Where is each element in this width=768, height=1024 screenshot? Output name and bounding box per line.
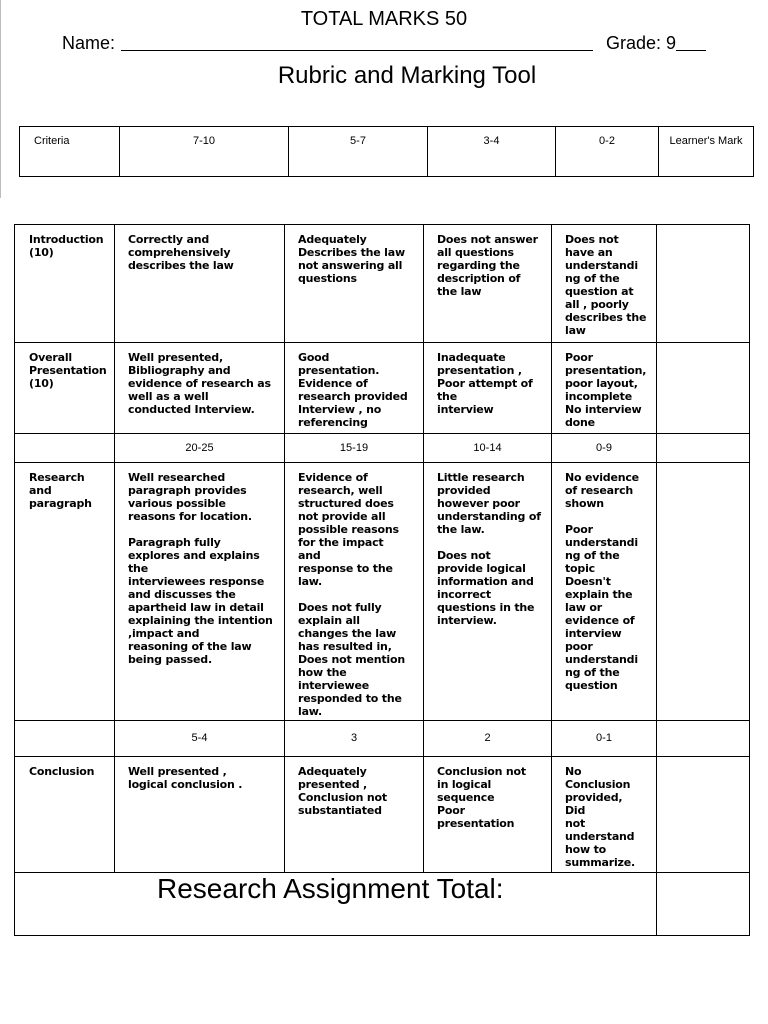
research-band-2-range: 15-19: [285, 434, 424, 463]
introduction-band-3: Does not answer all questions regarding the description of the law: [437, 233, 538, 298]
header-band-4: 0-2: [556, 127, 659, 177]
header-band-3: 3-4: [428, 127, 556, 177]
row-conclusion: [15, 757, 750, 873]
header-band-1: 7-10: [120, 127, 289, 177]
page-title: Rubric and Marking Tool: [277, 62, 537, 89]
presentation-band-1: Well presented, Bibliography and evidence of research as well as a well conducted Interview.: [128, 351, 271, 416]
conclusion-band-3: Conclusion not in logical sequence Poor presentation: [437, 765, 526, 830]
band-blank: [15, 721, 115, 757]
grade-blank[interactable]: [676, 34, 706, 51]
criterion-research: Research and paragraph: [29, 471, 92, 510]
header-criteria: Criteria: [20, 127, 120, 177]
research-band-4: No evidence of research shown Poor understandi ng of the topic Doesn't explain the law or evidence of interview poor understandi ng of the question: [565, 471, 639, 692]
total-marks: TOTAL MARKS 50: [300, 8, 468, 30]
band-blank: [657, 434, 750, 463]
criterion-conclusion: Conclusion: [29, 765, 95, 778]
rubric-table: [14, 224, 750, 936]
conclusion-band-2-range: 3: [285, 721, 424, 757]
presentation-band-2: Good presentation. Evidence of research provided Interview , no referencing: [298, 351, 408, 429]
conclusion-band-3-range: 2: [424, 721, 552, 757]
presentation-learner-mark[interactable]: [657, 343, 750, 434]
introduction-band-2: Adequately Describes the law not answering all questions: [298, 233, 405, 285]
criterion-introduction: Introduction (10): [29, 233, 104, 259]
row-introduction: [15, 225, 750, 343]
conclusion-band-1-range: 5-4: [115, 721, 285, 757]
conclusion-band-4: No Conclusion provided, Did not understand how to summarize.: [565, 765, 635, 869]
band-blank: [15, 434, 115, 463]
research-band-3: Little research provided however poor understanding of the law. Does not provide logical information and incorrect questions in the interview.: [437, 471, 541, 627]
row-presentation: [15, 343, 750, 434]
introduction-band-1: Correctly and comprehensively describes the law: [128, 233, 234, 272]
grade-label: Grade: 9: [606, 33, 677, 53]
name-blank[interactable]: [121, 34, 593, 51]
header-band-2: 5-7: [289, 127, 428, 177]
presentation-band-3: Inadequate presentation , Poor attempt of the interview: [437, 351, 533, 416]
introduction-band-4: Does not have an understandi ng of the question at all , poorly describes the law: [565, 233, 647, 337]
research-band-1-range: 20-25: [115, 434, 285, 463]
conclusion-band-1: Well presented , logical conclusion .: [128, 765, 243, 791]
name-grade-line: [62, 33, 706, 54]
research-band-3-range: 10-14: [424, 434, 552, 463]
header-learner-mark: Learner's Mark: [659, 127, 754, 177]
row-bands-conclusion: [15, 721, 750, 757]
assignment-total-mark[interactable]: [657, 873, 750, 936]
assignment-total-label: Research Assignment Total:: [15, 873, 657, 936]
band-blank: [657, 721, 750, 757]
criteria-header-table: [19, 126, 754, 177]
research-band-1: Well researched paragraph provides various possible reasons for location. Paragraph fully explores and explains the interviewees response and discusses the apartheid law in detail explaining the intention ,impact and reasoning of the law being passed.: [128, 471, 273, 666]
introduction-learner-mark[interactable]: [657, 225, 750, 343]
row-bands-research: [15, 434, 750, 463]
conclusion-band-2: Adequately presented , Conclusion not substantiated: [298, 765, 387, 817]
row-total: [15, 873, 750, 936]
research-learner-mark[interactable]: [657, 463, 750, 721]
row-research: [15, 463, 750, 721]
presentation-band-4: Poor presentation, poor layout, incomplete No interview done: [565, 351, 647, 429]
research-band-2: Evidence of research, well structured does not provide all possible reasons for the impact and response to the law. Does not fully explain all changes the law has resulted in, Does not mention how the interviewee responded to the law.: [298, 471, 405, 718]
name-label: Name:: [62, 33, 116, 53]
conclusion-band-4-range: 0-1: [552, 721, 657, 757]
research-band-4-range: 0-9: [552, 434, 657, 463]
criterion-presentation: Overall Presentation (10): [29, 351, 107, 390]
criteria-header-row: [20, 127, 754, 177]
conclusion-learner-mark[interactable]: [657, 757, 750, 873]
